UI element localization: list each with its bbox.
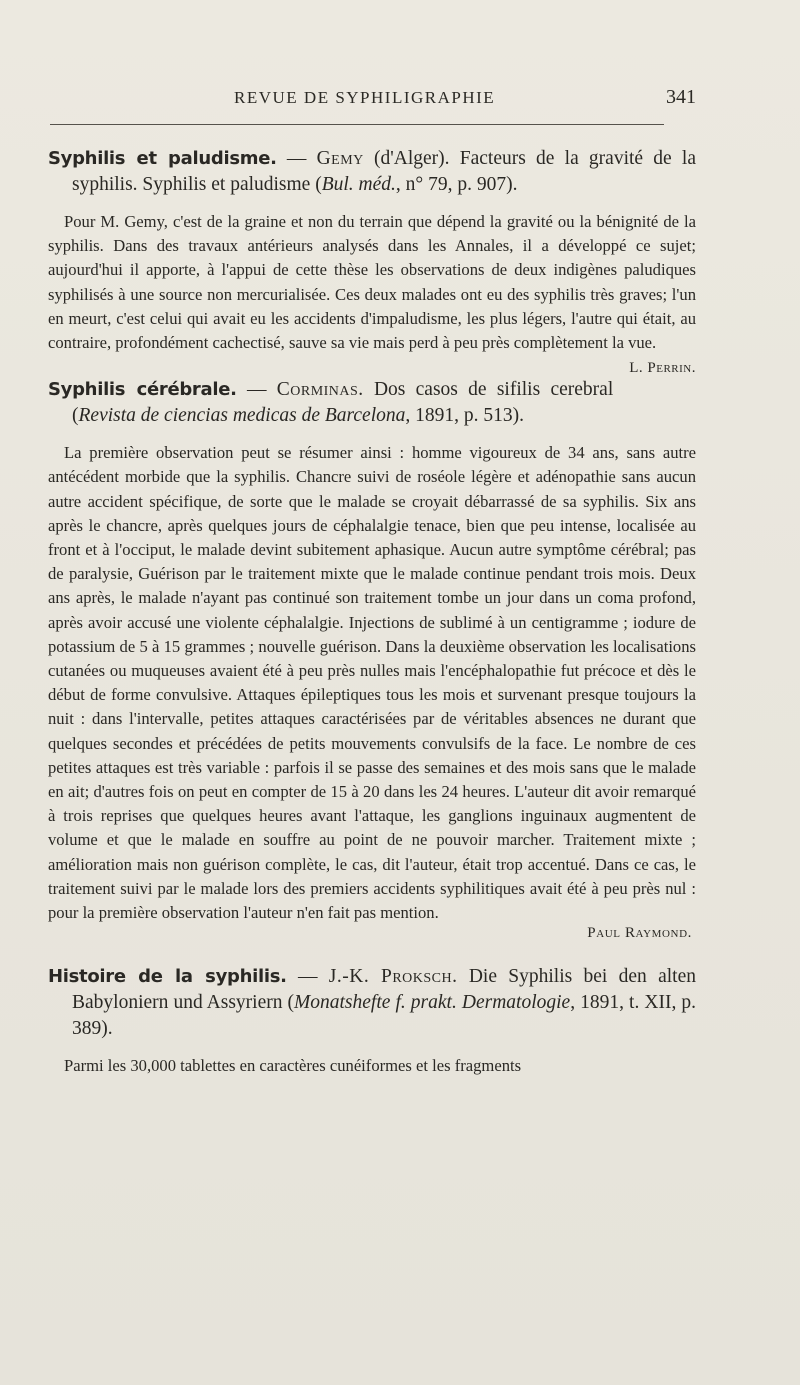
entry-body-text: Pour M. Gemy, c'est de la graine et non du terrain que dépend la gravité ou la bénignité de la syphilis. Dans des travaux antérieurs analysés dans les Annales, il a développé ce sujet; aujourd'hui il apporte, à l'appui de cette thèse les observations de deux indigènes paludiques syphilisés à une source non mercurialisée. Ces deux malades ont eu des syphilis très graves; l'un en meurt, c'est celui qui avait eu les accidents d'impaludisme, les plus légers, l'autre qui était, au contraire, profondément cachectisé, sauve sa vie mais perd à peu près complètement la vue. xyxy=(48,212,696,353)
entry-heading xyxy=(48,964,696,1042)
entry-signature: L. Perrin. xyxy=(629,360,696,377)
entry-body: Parmi les 30,000 tablettes en caractères cunéiformes et les fragments xyxy=(64,1056,522,1076)
entry-citation-post: , n° 79, p. 907). xyxy=(395,174,518,195)
entry-author: Gemy xyxy=(316,148,364,169)
entry-journal: Revista de ciencias medicas de Barcelona xyxy=(78,405,406,427)
page-header xyxy=(48,88,696,116)
entry-author: J.-K. Proksch. xyxy=(328,966,458,988)
review-entry-syphilis-cerebrale xyxy=(48,377,696,942)
entry-topic: Histoire de la syphilis. xyxy=(48,966,287,988)
page-content xyxy=(48,146,696,1078)
entry-citation-pre: Dos casos de sifilis cerebral ( xyxy=(72,379,614,427)
entry-body xyxy=(48,210,696,377)
page-number: 341 xyxy=(666,86,696,108)
entry-dash: — xyxy=(286,966,329,988)
running-title: REVUE DE SYPHILIGRAPHIE xyxy=(234,88,496,107)
entry-topic: Syphilis cérébrale. xyxy=(48,379,237,401)
entry-citation-post: , 1891, t. XII, p. 389). xyxy=(72,992,696,1040)
header-rule xyxy=(50,124,664,125)
entry-body: La première observation peut se résumer ainsi : homme vigoureux de 34 ans, sans autre antécédent morbide que la syphilis. Chancre suivi de roséole légère et adénopathie sans aucun autre accident spécifique, de sorte que le malade se croyait débarrassé de sa syphilis. Six ans après le chancre, après quelques jours de céphalalgie tenace, bien que peu intense, localisée au front et à l'occiput, le malade devint subitement aphasique. Aucun autre symptôme cérébral; pas de paralysie, Guérison par le traitement mixte que le malade continue pendant trois mois. Deux ans après, le malade n'ayant pas continué son traitement tombe un jour dans un coma profond, après avoir accusé une violente céphalalgie. Injections de sublimé à un centigramme ; iodure de potassium de 5 à 15 grammes ; nouvelle guérison. Dans la deuxième observation les localisations cutanées ou muqueuses avaient été à peu près nulles mais l'encéphalopathie fut précoce et dès le début de forme convulsive. Attaques épileptiques tous les mois et survenant presque toujours la nuit : dans l'intervalle, petites attaques caractérisées par de véritables absences ne durant que quelques secondes et précédées de petits mouvements convulsifs de la face. Le nombre de ces petites attaques est très variable : parfois il se passe des semaines et des mois sans que le malade en ait; d'autres fois on peut en compter de 15 à 20 dans les 24 heures. L'auteur dit avoir remarqué à trois reprises que quelques heures avant l'attaque, les ganglions inguinaux augmentent de volume et que le malade en souffre au point de ne pouvoir marcher. Traitement mixte ; amélioration mais non guérison complète, le cas, dit l'auteur, était trop accentué. Dans ce cas, le traitement suivi par le malade lors des premiers accidents syphilitiques avait été à peu près nul : pour la première observation l'auteur n'en fait pas mention. xyxy=(48,443,696,923)
entry-citation-pre: (d'Alger). Facteurs de la gravité de la syphilis. Syphilis et paludisme ( xyxy=(72,148,696,195)
entry-journal: Bul. méd. xyxy=(321,174,396,195)
entry-topic: Syphilis et paludisme. xyxy=(48,148,277,169)
entry-heading xyxy=(48,377,696,429)
review-entry-syphilis-paludisme xyxy=(48,146,696,377)
entry-dash: — xyxy=(236,379,277,401)
entry-citation-pre: Die Syphilis bei den alten Babyloniern und Assyriern ( xyxy=(72,966,696,1014)
review-entry-histoire-syphilis xyxy=(48,964,696,1078)
entry-journal: Monatshefte f. prakt. Dermatologie xyxy=(294,992,571,1014)
entry-signature: Paul Raymond. xyxy=(587,925,692,942)
entry-dash: — xyxy=(276,148,317,169)
entry-heading xyxy=(48,146,696,198)
entry-citation-post: , 1891, p. 513). xyxy=(405,405,524,427)
entry-author: Corminas. xyxy=(276,379,364,401)
